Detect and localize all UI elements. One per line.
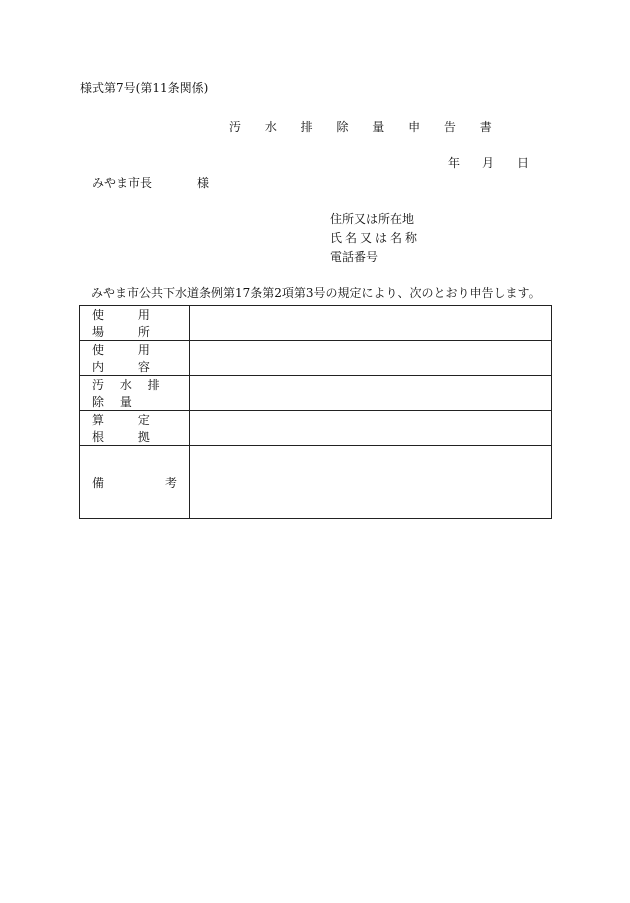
remarks-field[interactable] bbox=[190, 446, 552, 519]
usage-content-field[interactable] bbox=[190, 341, 552, 376]
table-row bbox=[80, 411, 552, 446]
table-row bbox=[80, 341, 552, 376]
applicant-phone-label: 電話番号 bbox=[330, 250, 379, 264]
addressee-honorific: 様 bbox=[197, 176, 210, 190]
date-year-label: 年 bbox=[448, 156, 461, 170]
calculation-basis-label-cell bbox=[80, 411, 190, 446]
addressee-name: みやま市長 bbox=[92, 176, 153, 190]
applicant-name-label: 氏名又は名称 bbox=[330, 231, 421, 245]
usage-content-label-cell bbox=[80, 341, 190, 376]
wastewater-volume-field[interactable] bbox=[190, 376, 552, 411]
wastewater-volume-label-cell bbox=[80, 376, 190, 411]
usage-location-label-cell bbox=[80, 306, 190, 341]
wastewater-volume-label: 汚 水 排 除 量 bbox=[92, 378, 166, 409]
table-row bbox=[80, 446, 552, 519]
usage-location-field[interactable] bbox=[190, 306, 552, 341]
remarks-label-right: 考 bbox=[164, 475, 177, 490]
calculation-basis-label: 算 定 根 拠 bbox=[92, 413, 165, 444]
form-number-label: 様式第7号(第11条関係) bbox=[80, 81, 209, 95]
date-day-label: 日 bbox=[517, 156, 530, 170]
calculation-basis-field[interactable] bbox=[190, 411, 552, 446]
usage-location-label: 使 用 場 所 bbox=[92, 308, 165, 339]
applicant-address-label: 住所又は所在地 bbox=[330, 212, 415, 226]
usage-content-label: 使 用 内 容 bbox=[92, 343, 165, 374]
table-row bbox=[80, 376, 552, 411]
date-month-label: 月 bbox=[482, 156, 495, 170]
remarks-label-cell bbox=[80, 446, 190, 519]
declaration-table bbox=[79, 305, 552, 519]
table-row bbox=[80, 306, 552, 341]
remarks-label bbox=[80, 474, 189, 491]
remarks-label-left: 備 bbox=[92, 475, 105, 490]
document-title: 汚 水 排 除 量 申 告 書 bbox=[229, 120, 502, 134]
declaration-intro-text: みやま市公共下水道条例第17条第2項第3号の規定により、次のとおり申告します。 bbox=[91, 286, 541, 300]
